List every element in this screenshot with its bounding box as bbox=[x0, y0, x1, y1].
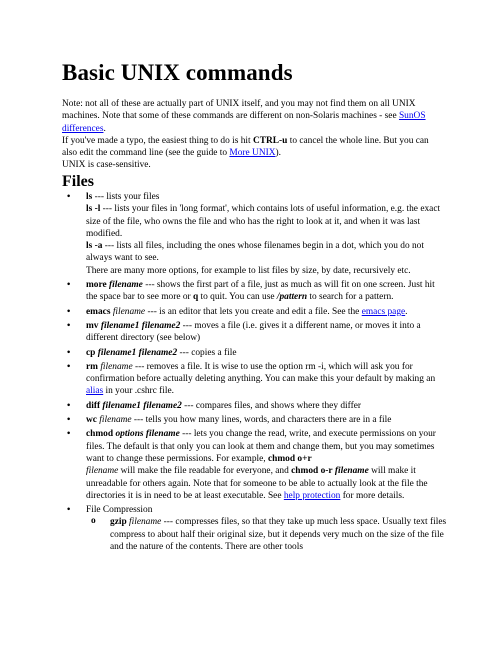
intro-typo bbox=[62, 135, 442, 160]
ls-a-description: --- lists all files, including the ones whose filenames begin in a dot, which you do not always want to see. bbox=[86, 241, 424, 264]
cp-argument: filename1 filename2 bbox=[97, 347, 178, 358]
ls-a-line bbox=[86, 240, 447, 265]
link-more-unix[interactable]: More UNIX bbox=[229, 148, 276, 159]
more-argument: filename bbox=[109, 280, 143, 291]
diff-argument: filename1 filename2 bbox=[102, 400, 182, 411]
intro-case: UNIX is case-sensitive. bbox=[62, 160, 151, 171]
ls-description: --- lists your files bbox=[92, 192, 160, 202]
list-item-gzip bbox=[86, 516, 447, 553]
emacs-end: . bbox=[405, 306, 408, 317]
pattern-search: /pattern bbox=[276, 292, 308, 303]
ls-command: ls bbox=[86, 192, 93, 202]
emacs-command: emacs bbox=[86, 306, 111, 317]
chmod-example-2-arg: filename bbox=[334, 466, 369, 477]
page-title: Basic UNIX commands bbox=[62, 60, 293, 85]
list-item-ls bbox=[62, 191, 447, 277]
q-key: q bbox=[192, 292, 199, 303]
more-command: more bbox=[86, 280, 107, 291]
link-sunos-differences[interactable]: SunOS differences bbox=[62, 111, 426, 134]
chmod-end: for more details. bbox=[340, 490, 405, 501]
gzip-description: --- compresses files, so that they take up much less space. Usually text files compress to about half their original size, but it depends very much on the size of the file and the nature of the contents. There are other tools bbox=[110, 517, 447, 553]
rm-description: --- removes a file. It is wise to use the option rm -i, which will ask you for confirmation before actually deleting anything. You can make this your default by making an bbox=[86, 361, 436, 385]
ls-line bbox=[86, 191, 447, 203]
files-heading: Files bbox=[62, 173, 94, 190]
more-description-3: to search for a pattern. bbox=[307, 292, 394, 303]
mv-argument: filename1 filename2 bbox=[100, 320, 181, 331]
list-item-diff bbox=[62, 400, 447, 412]
list-item-file-compression bbox=[62, 504, 447, 553]
list-item-wc bbox=[62, 414, 447, 426]
emacs-argument: filename bbox=[112, 306, 146, 317]
intro-note-end: . bbox=[103, 123, 106, 134]
rm-command: rm bbox=[86, 361, 98, 372]
diff-description: --- compares files, and shows where they differ bbox=[181, 400, 362, 411]
intro-typo-text: If you've made a typo, the easiest thing to do is hit bbox=[62, 135, 253, 146]
chmod-argument: options filename bbox=[115, 429, 180, 440]
chmod-command: chmod bbox=[86, 429, 114, 440]
more-description: --- shows the first part of a file, just as much as will fit on one screen. Just hit the space bar to see more or bbox=[86, 280, 435, 303]
chmod-description-3: will make it unreadable for others again. Note that for someone to be able to actually look at the file the directories it is in need to be at least executable. See bbox=[86, 466, 428, 501]
ctrl-u-key: CTRL-u bbox=[252, 135, 288, 146]
link-emacs-page[interactable]: emacs page bbox=[361, 306, 406, 317]
list-item-mv bbox=[62, 320, 447, 345]
chmod-description-2: will make the file readable for everyone, and bbox=[118, 466, 292, 477]
ls-l-line bbox=[86, 203, 447, 240]
cp-description: --- copies a file bbox=[177, 347, 237, 358]
intro-typo-end: ). bbox=[275, 148, 281, 159]
ls-a-command: ls -a bbox=[86, 241, 103, 252]
intro-section bbox=[62, 98, 442, 172]
list-item-chmod bbox=[62, 428, 447, 502]
list-item-emacs bbox=[62, 306, 447, 318]
list-item-more bbox=[62, 279, 447, 304]
intro-note bbox=[62, 98, 442, 135]
list-item-cp bbox=[62, 347, 447, 359]
intro-note-text: Note: not all of these are actually part of UNIX itself, and you may not find them on all UNIX machines. Note that some of these commands are different on non-Solaris machines - see bbox=[62, 99, 416, 122]
link-alias[interactable]: alias bbox=[86, 386, 104, 397]
rm-argument: filename bbox=[100, 361, 133, 372]
chmod-example-2: chmod o-r bbox=[291, 466, 333, 477]
gzip-command: gzip bbox=[110, 517, 127, 528]
link-help-protection[interactable]: help protection bbox=[283, 490, 341, 501]
ls-options-note: There are many more options, for example to list files by size, by date, recursively etc. bbox=[86, 265, 411, 276]
ls-l-command: ls -l bbox=[86, 204, 101, 215]
ls-l-description: --- lists your files in 'long format', which contains lots of useful information, e.g. the exact size of the file, who owns the file and who has the right to look at it, and when it was last modified. bbox=[86, 204, 441, 239]
wc-description: --- tells you how many lines, words, and characters there are in a file bbox=[131, 415, 392, 426]
chmod-description: --- lets you change the read, write, and execute permissions on your files. The default is that only you can look at them and change them, but you may sometimes want to change these permissions. For example, bbox=[86, 429, 436, 464]
mv-command: mv bbox=[86, 320, 99, 331]
emacs-description: --- is an editor that lets you create and edit a file. See the bbox=[145, 306, 362, 317]
file-compression-label: File Compression bbox=[86, 505, 153, 516]
compression-sublist bbox=[86, 516, 447, 553]
intro-typo-text-2: to cancel the whole line. But you can also edit the command line (see the guide to bbox=[62, 135, 429, 159]
chmod-example-1: chmod o+r bbox=[268, 453, 312, 464]
files-command-list bbox=[62, 191, 447, 555]
wc-argument: filename bbox=[99, 415, 132, 426]
rm-end: in your .cshrc file. bbox=[103, 386, 174, 397]
cp-command: cp bbox=[86, 347, 96, 358]
diff-command: diff bbox=[86, 400, 101, 411]
list-item-rm bbox=[62, 361, 447, 398]
wc-command: wc bbox=[86, 415, 97, 426]
mv-description: --- moves a file (i.e. gives it a different name, or moves it into a different directory (see below) bbox=[86, 320, 421, 344]
chmod-example-1-arg: filename bbox=[86, 466, 119, 477]
gzip-argument: filename bbox=[129, 517, 162, 528]
more-description-2: to quit. You can use bbox=[198, 292, 277, 303]
